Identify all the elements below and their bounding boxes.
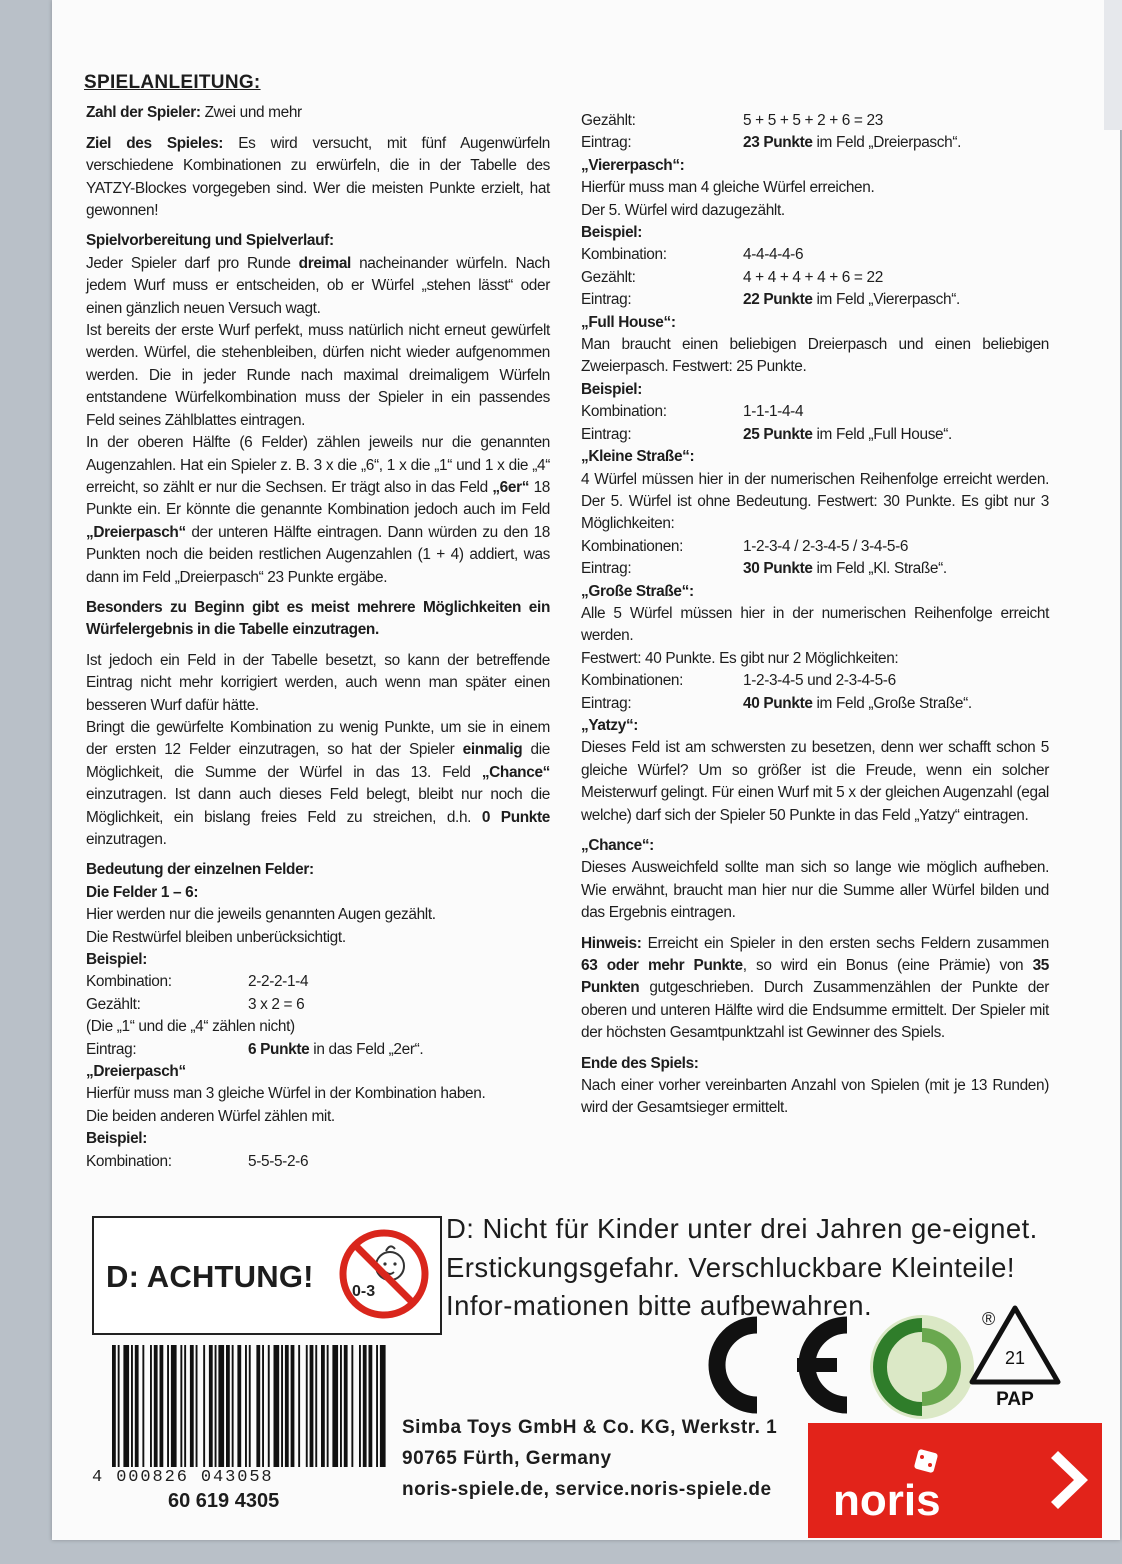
row-key: Kombinationen: <box>581 537 684 555</box>
end-text: Nach einer vorher vereinbarten Anzahl von Spielen (mit je 13 Runden) wird der Gesamtsieger ermittelt. <box>581 1077 1049 1117</box>
row-key: Kombination: <box>581 403 667 421</box>
fields-heading: Bedeutung der einzelnen Felder: <box>86 861 314 879</box>
row-key: Kombination: <box>86 973 172 991</box>
barcode-bar <box>256 1345 260 1467</box>
article-number: 60 619 4305 <box>168 1490 280 1512</box>
row-key: Kombinationen: <box>581 672 684 690</box>
barcode-bar <box>237 1345 241 1467</box>
rule-bold: einmalig <box>462 741 523 759</box>
barcode-bar <box>167 1345 169 1467</box>
barcode-bar <box>131 1345 133 1467</box>
goal-text: Es wird versucht, mit fünf Augenwürfeln verschiedene Kombinationen zu erwürfeln, die in der Tabelle des YATZY-Blockes vorgegeben sind. Wer die meisten Punkte erzielt, hat gewonnen! <box>86 134 550 220</box>
barcode-bar <box>203 1345 205 1467</box>
prep-text: 18 Punkte ein. Er könnte die genannte Kombination jedoch auch im Feld <box>86 478 550 519</box>
row-value: 1-2-3-4-5 und 2-3-4-5-6 <box>743 672 896 690</box>
company-line: noris-spiele.de, service.noris-spiele.de <box>402 1479 772 1500</box>
row-key: Eintrag: <box>581 291 632 309</box>
entry-bold: 30 Punkte <box>743 560 813 578</box>
chance-rule-paragraph <box>86 717 550 851</box>
barcode-bar <box>112 1345 116 1467</box>
example-row <box>581 670 1049 692</box>
company-line: Simba Toys GmbH & Co. KG, Werkstr. 1 <box>402 1417 778 1438</box>
barcode-bar <box>321 1345 325 1467</box>
entry-bold: 23 Punkte <box>743 134 813 152</box>
example-label: Beispiel: <box>581 224 642 242</box>
prep-text: In der oberen Hälfte (6 Felder) zählen jeweils nur die genannten Augenzahlen. Hat ein Spieler z. B. 3 x die „6“, 1 x die „1“ und 1 x die „4“ erreicht, so zählt er nur die Sechsen. Er trägt also in das Feld <box>86 434 550 496</box>
entry-text: im Feld „Große Straße“. <box>812 694 972 712</box>
entry-text: im Feld „Dreierpasch“. <box>812 134 962 152</box>
hint-paragraph <box>581 933 1049 1045</box>
example-label: Beispiel: <box>86 951 147 969</box>
recycle-icon <box>960 1300 1070 1410</box>
barcode-bar <box>184 1345 186 1467</box>
barcode-bar <box>340 1345 342 1467</box>
barcode-bar <box>123 1345 129 1467</box>
barcode-bar <box>262 1345 264 1467</box>
registered-mark: ® <box>982 1309 996 1329</box>
bold-note: Besonders zu Beginn gibt es meist mehrere Möglichkeiten ein Würfelergebnis in die Tabelle einzutragen. <box>86 598 550 639</box>
barcode-bar <box>268 1345 270 1467</box>
row-key: Gezählt: <box>581 112 636 129</box>
legal-panel <box>52 1200 1120 1540</box>
row-value: 1-2-3-4 / 2-3-4-5 / 3-4-5-6 <box>743 537 909 555</box>
rule-text: einzutragen. <box>86 831 167 848</box>
row-value: 2-2-2-1-4 <box>248 973 309 991</box>
row-value: 5-5-5-2-6 <box>248 1152 309 1170</box>
viererpasch-heading: „Viererpasch“: <box>581 156 685 174</box>
example-row <box>581 267 1049 289</box>
hint-bold: 63 oder mehr Punkte <box>581 957 743 975</box>
entry-bold: 6 Punkte <box>248 1040 310 1058</box>
barcode-bar <box>171 1345 177 1467</box>
example-note: (Die „1“ und die „4“ zählen nicht) <box>86 1018 295 1036</box>
occupied-paragraph: Ist jedoch ein Feld in der Tabelle besetzt, so kann der betreffende Eintrag nicht mehr korrigiert werden, auch wenn man später einen besseren Wurf dafür hätte. <box>86 651 550 714</box>
example-row <box>86 971 550 993</box>
example-row <box>86 1151 550 1173</box>
barcode-bar <box>180 1345 182 1467</box>
prep-text: nacheinander würfeln. Nach jedem Wurf muss er entscheiden, ob er Würfel „stehen lässt“ oder einen gänzlich neuen Versuch wagt. <box>86 254 550 317</box>
row-key: Gezählt: <box>86 995 141 1013</box>
fields-1-6-text: Hier werden nur die jeweils genannten Augen gezählt. <box>86 906 436 924</box>
full-house-heading: „Full House“: <box>581 313 676 331</box>
barcode-bar <box>118 1345 120 1467</box>
barcode-bar <box>150 1345 152 1467</box>
right-column <box>581 110 1049 1120</box>
row-key: Eintrag: <box>581 425 632 443</box>
example-row <box>581 244 1049 266</box>
players-value: Zwei und mehr <box>200 104 302 122</box>
ce-mark-icon <box>677 1315 867 1415</box>
row-key: Kombination: <box>581 246 667 264</box>
rule-text: die Möglichkeit, die Summe der Würfel in das 13. Feld <box>86 741 550 781</box>
rule-bold: „Chance“ <box>481 763 550 781</box>
players-line <box>86 102 550 124</box>
row-key: Eintrag: <box>581 134 632 152</box>
prep-bold: „6er“ <box>492 478 530 496</box>
row-value: 4 + 4 + 4 + 4 + 6 = 22 <box>743 268 883 286</box>
row-value: 1-1-1-4-4 <box>743 403 804 421</box>
row-value <box>743 132 1049 154</box>
barcode-bar <box>306 1345 308 1467</box>
barcode-number: 4 000826 043058 <box>92 1468 274 1487</box>
goal-paragraph <box>86 133 550 223</box>
barcode-bar <box>315 1345 317 1467</box>
barcode-bar <box>332 1345 338 1467</box>
prep-text: Jeder Spieler darf pro Runde <box>86 254 299 272</box>
fields-1-6-heading: Die Felder 1 – 6: <box>86 883 199 901</box>
left-column <box>86 70 550 1173</box>
rule-bold: 0 Punkte <box>481 808 550 826</box>
prep-paragraph-3 <box>86 432 550 589</box>
viererpasch-text-2: Der 5. Würfel wird dazugezählt. <box>581 201 785 219</box>
barcode-bar <box>281 1345 283 1467</box>
example-label: Beispiel: <box>581 380 642 398</box>
recycle-label: PAP <box>996 1389 1034 1410</box>
row-value <box>743 289 1049 311</box>
row-key: Eintrag: <box>581 694 632 712</box>
grosse-strasse-text: Alle 5 Würfel müssen hier in der numerischen Reihenfolge erreicht werden. <box>581 604 1049 645</box>
barcode-bar <box>215 1345 217 1467</box>
barcode-bar <box>298 1345 300 1467</box>
barcode-bar <box>154 1345 158 1467</box>
box-edge <box>1104 0 1122 130</box>
barcode-bar <box>190 1345 194 1467</box>
brand-name: noris <box>833 1476 941 1525</box>
page-title: SPIELANLEITUNG: <box>84 72 261 93</box>
example-row <box>581 289 1049 311</box>
hint-bold: 35 Punkten <box>581 957 1049 997</box>
entry-text: im Feld „Full House“. <box>812 425 952 443</box>
barcode-bar <box>359 1345 361 1467</box>
company-address <box>402 1412 777 1505</box>
barcode-bar <box>226 1345 230 1467</box>
barcode-bar <box>232 1345 234 1467</box>
rule-text: Bringt die gewürfelte Kombination zu wenig Punkte, um sie in einem der ersten 12 Felder einzutragen, so hat der Spieler <box>86 718 550 759</box>
barcode-bar <box>344 1345 348 1467</box>
prep-paragraph-1 <box>86 253 550 320</box>
players-label: Zahl der Spieler: <box>86 104 201 122</box>
chance-heading: „Chance“: <box>581 837 654 854</box>
barcode-bar <box>245 1345 247 1467</box>
chance-text: Dieses Ausweichfeld sollte man sich so lange wie möglich aufheben. Wie erwähnt, braucht man hier nur die Summe aller Würfel bilden und das Ergebnis eintragen. <box>581 859 1049 922</box>
barcode-bar <box>218 1345 224 1467</box>
entry-bold: 22 Punkte <box>743 291 813 309</box>
dreierpasch-text-2: Die beiden anderen Würfel zählen mit. <box>86 1107 335 1125</box>
barcode-bar <box>310 1345 314 1467</box>
prep-paragraph-2: Ist bereits der erste Wurf perfekt, muss natürlich nicht erneut gewürfelt werden. Würfel, die stehenbleiben, dürfen nicht wieder aufgenommen werden. Die in jeder Runde nach maximal dreimaligem Würfeln entstandene Würfelkombination muss der Spieler in ein passendes Feld seines Zählblattes eintragen. <box>86 322 550 429</box>
barcode-bar <box>291 1345 295 1467</box>
dreierpasch-heading: „Dreierpasch“ <box>86 1063 186 1081</box>
row-key: Eintrag: <box>86 1040 137 1058</box>
barcode-bar <box>160 1345 164 1467</box>
kleine-strasse-heading: „Kleine Straße“: <box>581 448 695 466</box>
barcode-bar <box>380 1345 386 1467</box>
entry-bold: 40 Punkte <box>743 694 813 712</box>
grosse-strasse-text-2: Festwert: 40 Punkte. Es gibt nur 2 Möglichkeiten: <box>581 649 899 667</box>
example-row <box>581 110 1049 132</box>
hint-text: gutgeschrieben. Durch Zusammenzählen der Punkte der oberen und unteren Hälfte wird die Endsumme ermittelt. Der Spieler mit der höchsten Gesamtpunktzahl ist Gewinner des Spiels. <box>581 979 1049 1042</box>
hint-text: , so wird ein Bonus (eine Prämie) von <box>742 957 1033 975</box>
row-value: 3 x 2 = 6 <box>248 995 305 1013</box>
rule-text: einzutragen. Ist dann auch dieses Feld belegt, bleibt nur noch die Möglichkeit, ein bislang freies Feld zu streichen, d.h. <box>86 786 550 826</box>
example-row <box>581 693 1049 715</box>
row-value <box>248 1039 550 1061</box>
company-line: 90765 Fürth, Germany <box>402 1448 612 1469</box>
row-key: Gezählt: <box>581 268 636 286</box>
row-value <box>743 424 1049 446</box>
kleine-strasse-text: 4 Würfel müssen hier in der numerischen Reihenfolge erreicht werden. Der 5. Würfel ist ohne Bedeutung. Festwert: 30 Punkte. Es gibt nur 3 Möglichkeiten: <box>581 470 1049 533</box>
noris-logo <box>808 1423 1102 1538</box>
recycle-code: 21 <box>1004 1348 1026 1368</box>
warning-box <box>92 1216 442 1335</box>
barcode-bar <box>196 1345 198 1467</box>
row-value <box>743 693 1049 715</box>
example-row <box>581 132 1049 154</box>
barcode-bar <box>249 1345 251 1467</box>
prep-heading: Spielvorbereitung und Spielverlauf: <box>86 232 334 250</box>
entry-text: im Feld „Kl. Straße“. <box>812 560 947 578</box>
grosse-strasse-heading: „Große Straße“: <box>581 582 694 600</box>
entry-text: in das Feld „2er“. <box>309 1040 424 1058</box>
hint-label: Hinweis: <box>581 934 642 952</box>
barcode-bar <box>369 1345 373 1467</box>
example-row <box>581 558 1049 580</box>
example-row <box>581 401 1049 423</box>
yatzy-text: Dieses Feld ist am schwersten zu besetzen, denn wer schafft schon 5 gleiche Würfel? Um so größer ist die Freude, wenn ein solcher Meisterwurf gelingt. Für einen Wurf mit 5 x der gleichen Augenzahl (egal welche) darf sich der Spieler 50 Punkte in das Feld „Yatzy“ eintragen. <box>581 739 1049 824</box>
warning-note: D: Nicht für Kinder unter drei Jahren ge-eignet. Erstickungsgefahr. Verschluckbare Kleinteile! Infor-mationen bitte aufbewahren. <box>446 1213 1038 1322</box>
viererpasch-text: Hierfür muss man 4 gleiche Würfel erreichen. <box>581 179 875 197</box>
row-key: Eintrag: <box>581 560 632 578</box>
prep-text: der unteren Hälfte eintragen. Dann würden zu den 18 Punkten noch die beiden restlichen Augenzahlen (1 + 4) addiert, was dann im Feld „Dreierpasch“ 23 Punkte ergäbe. <box>86 523 550 586</box>
barcode-icon <box>112 1345 388 1467</box>
example-row <box>86 1039 550 1061</box>
goal-label: Ziel des Spieles: <box>86 134 224 152</box>
row-key: Kombination: <box>86 1152 172 1170</box>
barcode-bar <box>142 1345 144 1467</box>
dreierpasch-text: Hierfür muss man 3 gleiche Würfel in der Kombination haben. <box>86 1085 486 1103</box>
end-heading: Ende des Spiels: <box>581 1054 699 1072</box>
no-children-under-3-icon <box>338 1228 430 1320</box>
hint-text: Erreicht ein Spieler in den ersten sechs Feldern zusammen <box>641 934 1049 952</box>
prep-bold: dreimal <box>298 254 351 272</box>
yatzy-heading: „Yatzy“: <box>581 716 639 734</box>
barcode-bar <box>351 1345 353 1467</box>
barcode-bar <box>209 1345 213 1467</box>
row-value: 5 + 5 + 5 + 2 + 6 = 23 <box>743 112 883 129</box>
fields-1-6-text-2: Die Restwürfel bleiben unberücksichtigt. <box>86 928 346 946</box>
barcode-bar <box>135 1345 139 1467</box>
example-row <box>86 994 550 1016</box>
barcode-bar <box>363 1345 367 1467</box>
entry-bold: 25 Punkte <box>743 425 813 443</box>
barcode-bar <box>376 1345 378 1467</box>
row-value: 4-4-4-4-6 <box>743 246 804 264</box>
example-row <box>581 424 1049 446</box>
example-row <box>581 536 1049 558</box>
barcode-bar <box>285 1345 289 1467</box>
entry-text: im Feld „Viererpasch“. <box>812 291 960 309</box>
prep-bold: „Dreierpasch“ <box>86 523 186 541</box>
age-badge: 0-3 <box>352 1283 376 1300</box>
barcode-bar <box>327 1345 329 1467</box>
full-house-text: Man braucht einen beliebigen Dreierpasch und einen beliebigen Zweierpasch. Festwert: 25 Punkte. <box>581 336 1049 376</box>
warning-label: D: ACHTUNG! <box>106 1259 314 1294</box>
row-value <box>743 558 1049 580</box>
example-label: Beispiel: <box>86 1130 147 1148</box>
barcode-bar <box>274 1345 280 1467</box>
